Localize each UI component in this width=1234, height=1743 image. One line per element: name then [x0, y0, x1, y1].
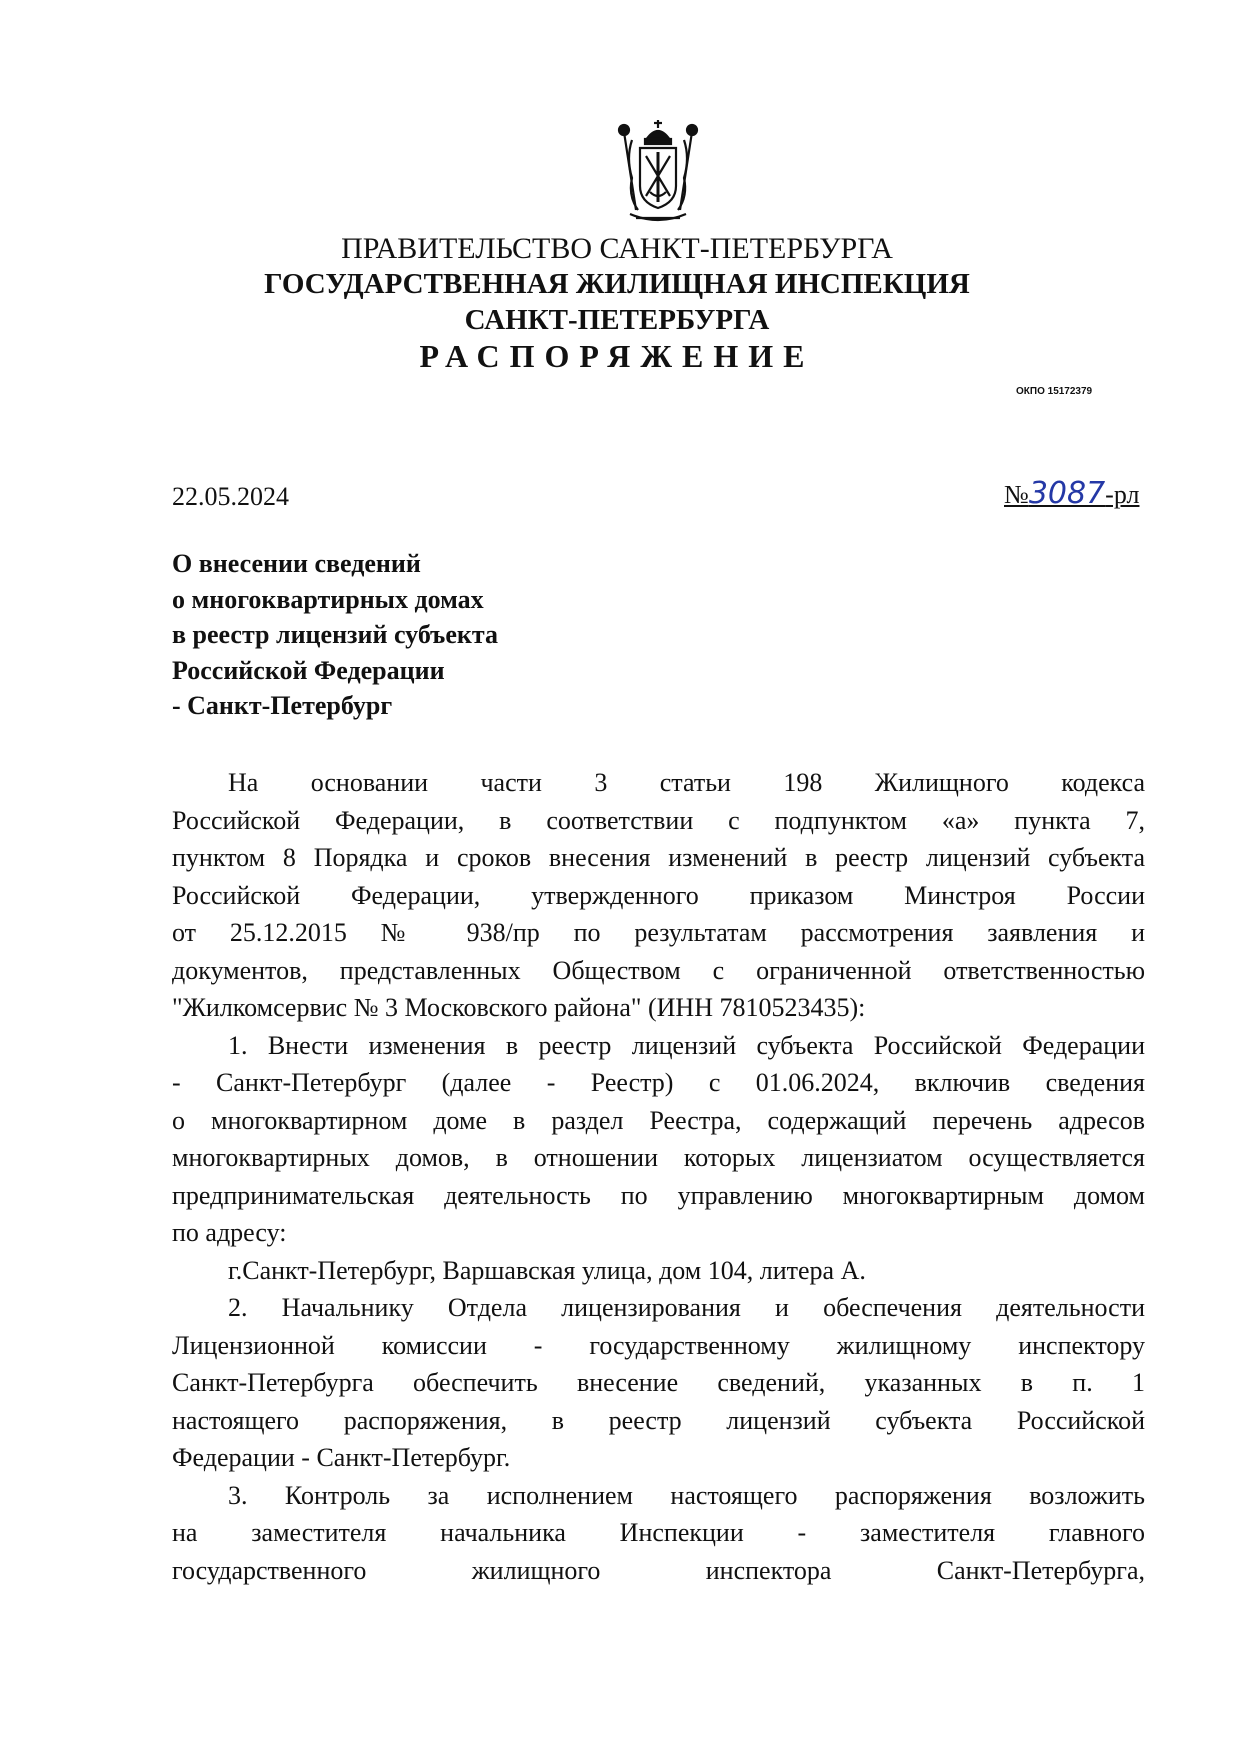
body-text-line: Российской Федерации, в соответствии с подпунктом «а» пункта 7, [172, 805, 1145, 835]
okpo-code: ОКПО 15172379 [1016, 386, 1093, 397]
body-text-line: государственного жилищного инспектора Санкт-Петербурга, [172, 1555, 1145, 1585]
number-prefix: № [1004, 480, 1029, 509]
coat-of-arms-emblem [612, 118, 704, 226]
body-text-line: Федерации - Санкт-Петербург. [172, 1443, 511, 1472]
document-date: 22.05.2024 [172, 482, 289, 511]
government-title: ПРАВИТЕЛЬСТВО САНКТ-ПЕТЕРБУРГА [341, 232, 893, 265]
number-handwritten: 3087 [1028, 476, 1106, 511]
body-text-line: - Санкт-Петербург (далее - Реестр) с 01.06.2024, включив сведения [172, 1068, 1145, 1097]
subject-line: Российской Федерации [172, 655, 445, 685]
body-text-line: на заместителя начальника Инспекции - заместителя главного [172, 1518, 1145, 1547]
body-text-line: документов, представленных Обществом с ограниченной ответственностью [172, 955, 1145, 985]
body-text-line: 1. Внести изменения в реестр лицензий субъекта Российской Федерации [228, 1030, 1145, 1060]
body-text-line: Санкт-Петербурга обеспечить внесение сведений, указанных в п. 1 [172, 1368, 1145, 1397]
body-text-line: На основании части 3 статьи 198 Жилищного кодекса [228, 768, 1145, 797]
body-text-line: Российской Федерации, утвержденного приказом Минстроя России [172, 880, 1145, 910]
body-text-line: по адресу: [172, 1218, 287, 1247]
body-text-line: "Жилкомсервис № 3 Московского района" (ИНН 7810523435): [172, 993, 866, 1022]
body-text-line: от 25.12.2015 № 938/пр по результатам рассмотрения заявления и [172, 918, 1145, 947]
body-text-line: о многоквартирном доме в раздел Реестра, содержащий перечень адресов [172, 1105, 1145, 1135]
number-suffix: -рл [1105, 480, 1140, 509]
subject-line: - Санкт-Петербург [172, 691, 393, 720]
document-body [172, 764, 1145, 1589]
body-text-line: многоквартирных домов, в отношении которых лицензиатом осуществляется [172, 1143, 1145, 1172]
body-text-line: предпринимательская деятельность по управлению многоквартирным домом [172, 1180, 1145, 1210]
inspection-title-line2: САНКТ-ПЕТЕРБУРГА [464, 304, 770, 336]
body-text-line: г.Санкт-Петербург, Варшавская улица, дом 104, литера А. [228, 1255, 866, 1285]
body-text-line: 2. Начальнику Отдела лицензирования и обеспечения деятельности [228, 1293, 1145, 1322]
document-type-title: РАСПОРЯЖЕНИЕ [419, 338, 815, 374]
subject-line: о многоквартирных домах [172, 584, 484, 614]
inspection-title-line1: ГОСУДАРСТВЕННАЯ ЖИЛИЩНАЯ ИНСПЕКЦИЯ [264, 268, 970, 300]
document-subject [172, 546, 498, 724]
subject-line: О внесении сведений [172, 549, 421, 578]
body-text-line: 3. Контроль за исполнением настоящего распоряжения возложить [228, 1480, 1145, 1510]
body-text-line: пунктом 8 Порядка и сроков внесения изменений в реестр лицензий субъекта [172, 843, 1145, 872]
subject-line: в реестр лицензий субъекта [172, 620, 498, 649]
body-text-line: Лицензионной комиссии - государственному жилищному инспектору [172, 1330, 1145, 1360]
document-number [1004, 476, 1139, 511]
body-text-line: настоящего распоряжения, в реестр лицензий субъекта Российской [172, 1405, 1145, 1435]
